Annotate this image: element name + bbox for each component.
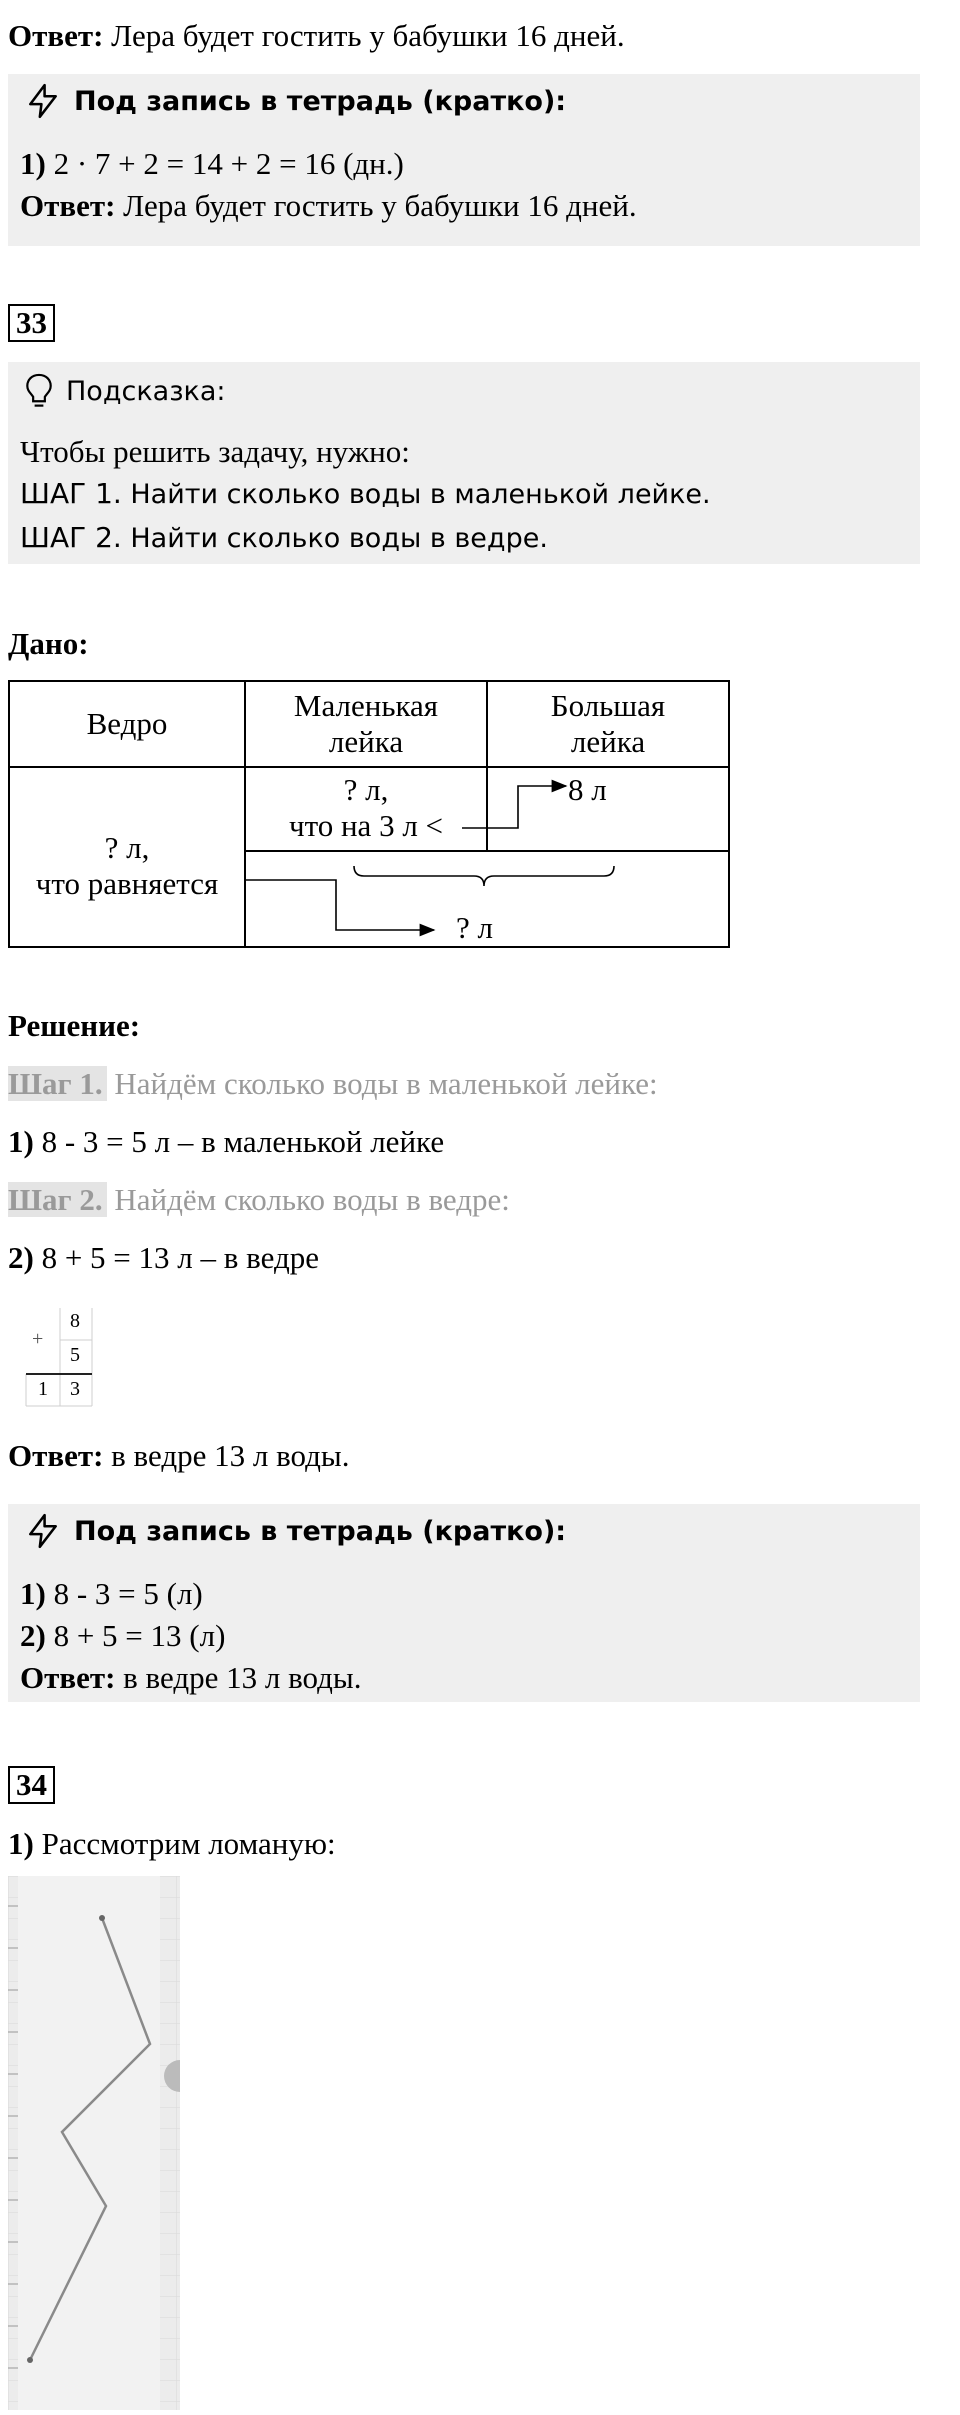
result-tens: 1	[38, 1378, 48, 1400]
answer-label: Ответ:	[8, 1438, 104, 1473]
step-number: 1)	[8, 1826, 34, 1861]
step-text: Рассмотрим ломаную:	[33, 1826, 336, 1861]
answer-text: в ведре 13 л воды.	[103, 1438, 350, 1473]
polyline-drawing	[8, 1876, 180, 2410]
bucket-cell: ? л, что равняется	[9, 767, 245, 947]
answer-text: в ведре 13 л воды.	[115, 1660, 362, 1695]
table-arrows	[0, 0, 960, 960]
given-label: Дано:	[8, 626, 89, 661]
addend-1: 8	[70, 1310, 80, 1332]
hint-step-text: Найти сколько воды в маленькой лейке.	[121, 479, 711, 510]
hint-step-text: Найти сколько воды в ведре.	[121, 523, 548, 554]
step-text: Найдём сколько воды в ведре:	[106, 1182, 510, 1217]
header-small-can: Маленькая лейка	[245, 681, 487, 767]
calc-2	[8, 1238, 319, 1278]
sum-cell: ? л	[245, 851, 729, 947]
brace	[354, 866, 614, 886]
calc-1	[8, 1122, 444, 1162]
note-title: Под запись в тетрадь (кратко):	[74, 1515, 567, 1547]
hint-intro: Чтобы решить задачу, нужно:	[20, 434, 410, 469]
arrow-bucket-to-sum	[244, 880, 434, 930]
answer-label: Ответ:	[20, 188, 116, 223]
task-number-33: 33	[8, 304, 55, 342]
calc-text: 8 + 5 = 13 л – в ведре	[33, 1240, 319, 1275]
step-label: Шаг 2.	[8, 1182, 107, 1217]
task-number-34: 34	[8, 1766, 55, 1804]
polyline-figure	[8, 1876, 180, 2410]
hint-step-label: ШАГ 1.	[20, 477, 122, 510]
header-big-can: Большая лейка	[487, 681, 729, 767]
notebook-note-box	[8, 1504, 920, 1702]
answer-text: Лера будет гостить у бабушки 16 дней.	[103, 18, 625, 53]
solution-step-1	[8, 1064, 658, 1104]
answer-label: Ответ:	[8, 18, 104, 53]
answer-label: Ответ:	[20, 1660, 116, 1695]
column-grid	[24, 1306, 96, 1408]
addend-2: 5	[70, 1344, 80, 1366]
plus-sign: +	[32, 1328, 44, 1350]
note-title: Под запись в тетрадь (кратко):	[74, 85, 567, 117]
lightning-icon	[24, 1512, 62, 1550]
step-text: 2 · 7 + 2 = 14 + 2 = 16 (дн.)	[45, 146, 404, 181]
step-label: Шаг 1.	[8, 1066, 107, 1101]
header-bucket: Ведро	[9, 681, 245, 767]
step-text: Найдём сколько воды в маленькой лейке:	[106, 1066, 658, 1101]
step-number: 1)	[20, 146, 46, 181]
note-answer	[20, 1658, 361, 1698]
column-addition	[24, 1306, 96, 1408]
task34-line-1	[8, 1824, 336, 1864]
solution-label: Решение:	[8, 1008, 141, 1043]
note-line-1	[20, 1574, 203, 1614]
task33-answer	[8, 1436, 349, 1476]
hint-step-label: ШАГ 2.	[20, 521, 122, 554]
result-ones: 3	[70, 1378, 80, 1400]
note-line-2	[20, 1616, 225, 1656]
answer-text: Лера будет гостить у бабушки 16 дней.	[115, 188, 637, 223]
step-text: 8 - 3 = 5 (л)	[45, 1576, 203, 1611]
step-number: 1)	[20, 1576, 46, 1611]
hint-title: Подсказка:	[66, 375, 226, 407]
step-number: 2)	[20, 1618, 46, 1653]
big-can-cell: 8 л	[487, 767, 729, 851]
small-can-cell: ? л, что на 3 л <	[245, 767, 487, 851]
calc-text: 8 - 3 = 5 л – в маленькой лейке	[33, 1124, 445, 1159]
calc-number: 1)	[8, 1124, 34, 1159]
step-text: 8 + 5 = 13 (л)	[45, 1618, 226, 1653]
note-header	[24, 1512, 566, 1550]
calc-number: 2)	[8, 1240, 34, 1275]
arrow-small-to-big	[462, 786, 566, 828]
solution-step-2	[8, 1180, 510, 1220]
